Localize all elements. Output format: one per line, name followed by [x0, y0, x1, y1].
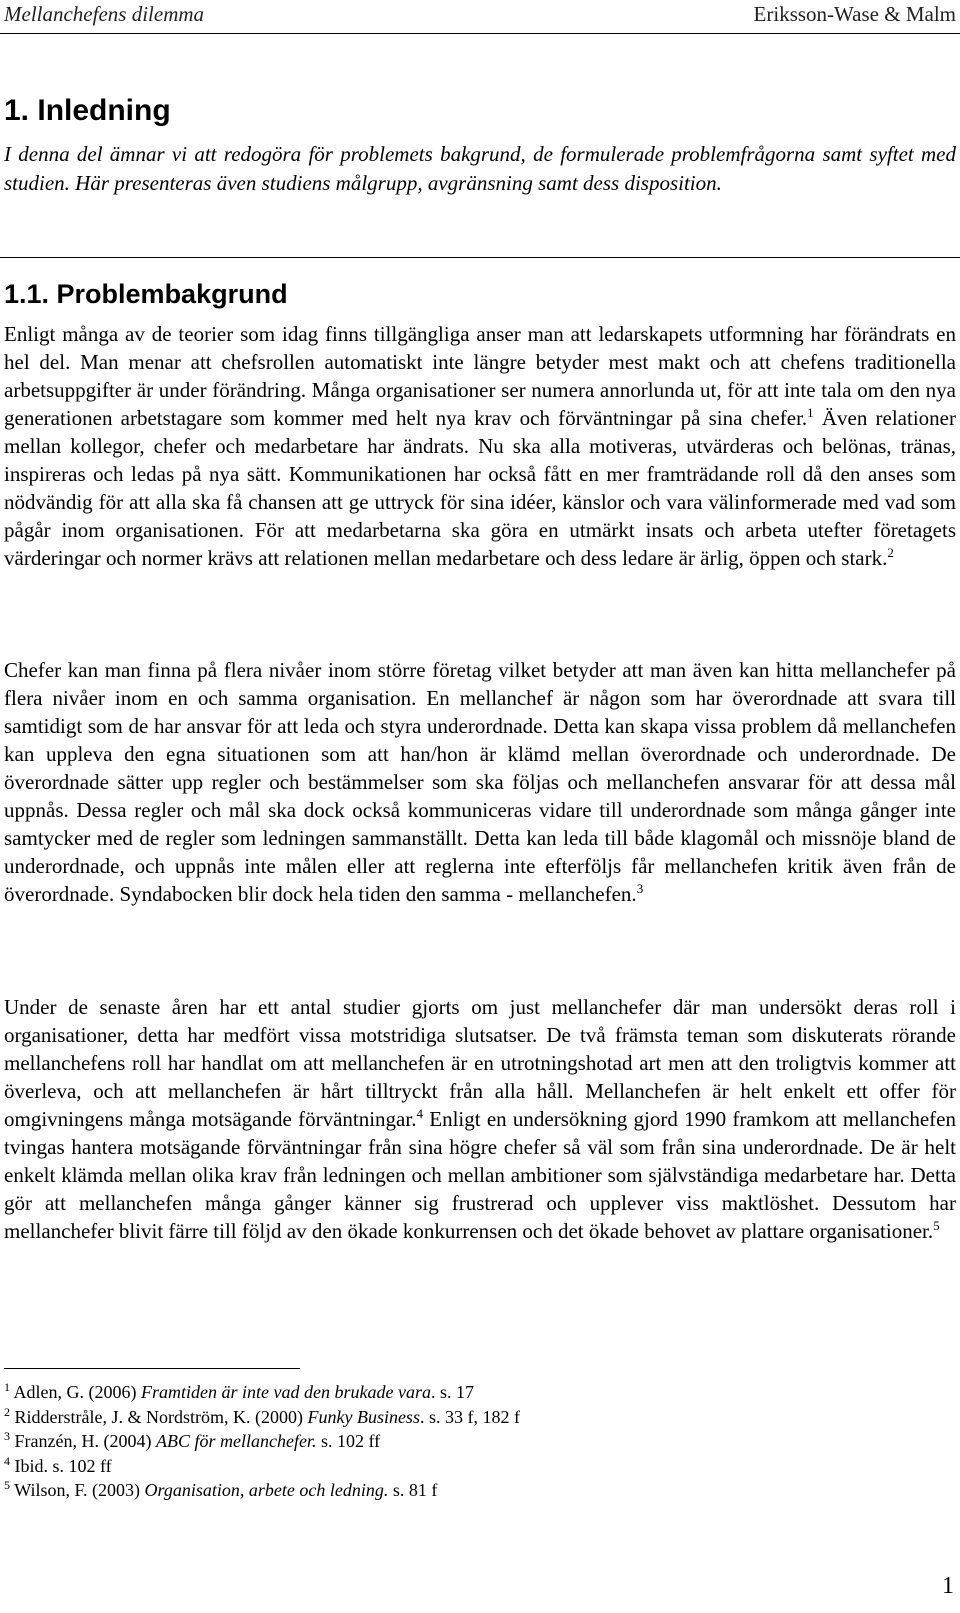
running-header-authors: Eriksson-Wase & Malm	[753, 2, 956, 26]
footnote-text: Ridderstråle, J. & Nordström, K. (2000)	[14, 1406, 308, 1427]
footnote-ref[interactable]: 2	[887, 545, 894, 560]
header-rule	[0, 33, 960, 34]
page-number: 1	[942, 1573, 954, 1599]
footnote-text: . s. 17	[430, 1382, 474, 1402]
footnote-text: Ibid. s. 102 ff	[14, 1455, 112, 1476]
paragraph-text: Även relationer mellan kollegor, chefer och medarbetare har ändrats. Nu ska alla motiveras, utvärderas och belönas, tränas, inspireras och ledas på nya sätt. Kommunikationen har också fått en mer framträdande roll då den anses som nödvändig för att alla ska få chansen att ge uttryck för sina idéer, känslor och vara välinformerade med vad som pågår inom organisationen. För att medarbetarna ska göra en utmärkt insats och arbeta utefter företagets värderingar och normer krävs att relationen mellan medarbetare och dess ledare är ärlig, öppen och stark.	[4, 406, 956, 570]
footnote	[4, 1405, 520, 1430]
footnote-text: . s. 33 f, 182 f	[419, 1406, 520, 1427]
paragraph-text: Under de senaste åren har ett antal studier gjorts om just mellanchefer där man undersökt deras roll i organisationer, detta har medfört vissa motstridiga slutsatser. De två främsta teman som diskuterats rörande mellanchefens roll har handlat om att mellanchefen är en utrotningshotad art men att den troligtvis kommer att överleva, och att mellanchefen är hårt tilltryckt från alla håll. Mellanchefen är helt enkelt ett offer för omgivningens många motsägande förväntningar.	[4, 995, 956, 1131]
section-rule	[0, 257, 960, 258]
footnotes	[4, 1380, 520, 1503]
footnote-ref[interactable]: 3	[636, 881, 644, 896]
running-header-title: Mellanchefens dilemma	[4, 2, 205, 26]
footnote-title: Organisation, arbete och ledning.	[144, 1480, 389, 1500]
footnote-ref[interactable]: 1	[807, 405, 814, 420]
footnote-title: ABC för mellanchefer.	[155, 1431, 317, 1451]
footnote-text: s. 102 ff	[316, 1431, 381, 1451]
footnote-number: 5	[4, 1478, 10, 1492]
footnote-ref[interactable]: 5	[933, 1218, 940, 1233]
section-intro: I denna del ämnar vi att redogöra för problemets bakgrund, de formulerade problemfrågorna samt syftet med studien. Här presenteras även studiens målgrupp, avgränsning samt dess disposition.	[4, 142, 956, 195]
footnote-number: 2	[4, 1404, 10, 1419]
section-heading: 1. Inledning	[4, 94, 171, 127]
footnote-separator	[4, 1368, 300, 1369]
footnote-text: Adlen, G. (2006)	[13, 1382, 141, 1402]
footnote-title: Framtiden är inte vad den brukade vara	[141, 1382, 431, 1402]
footnote-number: 3	[4, 1429, 10, 1443]
footnote	[4, 1429, 520, 1454]
footnote	[4, 1380, 520, 1405]
paragraph-3	[4, 993, 956, 1245]
subsection-heading: 1.1. Problembakgrund	[4, 279, 288, 309]
paragraph-text: Enligt många av de teorier som idag finns tillgängliga anser man att ledarskapets utformning har förändrats en hel del. Man menar att chefsrollen automatiskt inte längre betyder mest makt och att chefens traditionella arbetsuppgifter är under förändring. Många organisationer ser numera annorlunda ut, för att inte tala om den nya generationen arbetstagare som kommer med helt nya krav och förväntningar på sina chefer.	[4, 322, 956, 430]
paragraph-text: Enligt en undersökning gjord 1990 framkom att mellanchefen tvingas hantera motsägande förväntningar från sina högre chefer så väl som från sina underordnade. De är helt enkelt klämda mellan olika krav från ledningen och mellan ambitioner som självständiga medarbetare har. Detta gör att mellanchefen många gånger känner sig frustrerad och upplever viss maktlöshet. Dessutom har mellanchefer blivit färre till följd av den ökade konkurrensen och det ökade behovet av plattare organisationer.	[4, 1107, 956, 1243]
footnote-text: s. 81 f	[388, 1480, 438, 1500]
footnote-title: Funky Business	[307, 1406, 420, 1427]
paragraph-text: Chefer kan man finna på flera nivåer inom större företag vilket betyder att man även kan hitta mellanchefer på flera nivåer inom en och samma organisation. En mellanchef är någon som har överordnade att svara till samtidigt som de har ansvar för att leda och styra underordnade. Detta kan skapa vissa problem då mellanchefen kan uppleva den egna situationen som att han/hon är klämd mellan överordnade och underordnade. De överordnade sätter upp regler och bestämmelser som ska följas och mellanchefen ansvarar för att dessa mål uppnås. Dessa regler och mål ska dock också kommuniceras vidare till underordnade som många gånger inte samtycker med de regler som ledningen sammanställt. Detta kan leda till både klagomål och missnöje bland de underordnade, och uppnås inte målen eller att reglerna inte efterföljs får mellanchefen kritik även från de överordnade. Syndabocken blir dock hela tiden den samma - mellanchefen.	[4, 658, 956, 906]
footnote-ref[interactable]: 4	[416, 1106, 423, 1121]
footnote	[4, 1454, 520, 1479]
footnote-number: 4	[4, 1453, 10, 1468]
footnote-text: Wilson, F. (2003)	[14, 1480, 145, 1500]
paragraph-1	[4, 320, 956, 572]
paragraph-2	[4, 656, 956, 908]
footnote-number: 1	[4, 1380, 10, 1394]
footnote-text: Franzén, H. (2004)	[14, 1431, 156, 1451]
footnote	[4, 1478, 520, 1503]
